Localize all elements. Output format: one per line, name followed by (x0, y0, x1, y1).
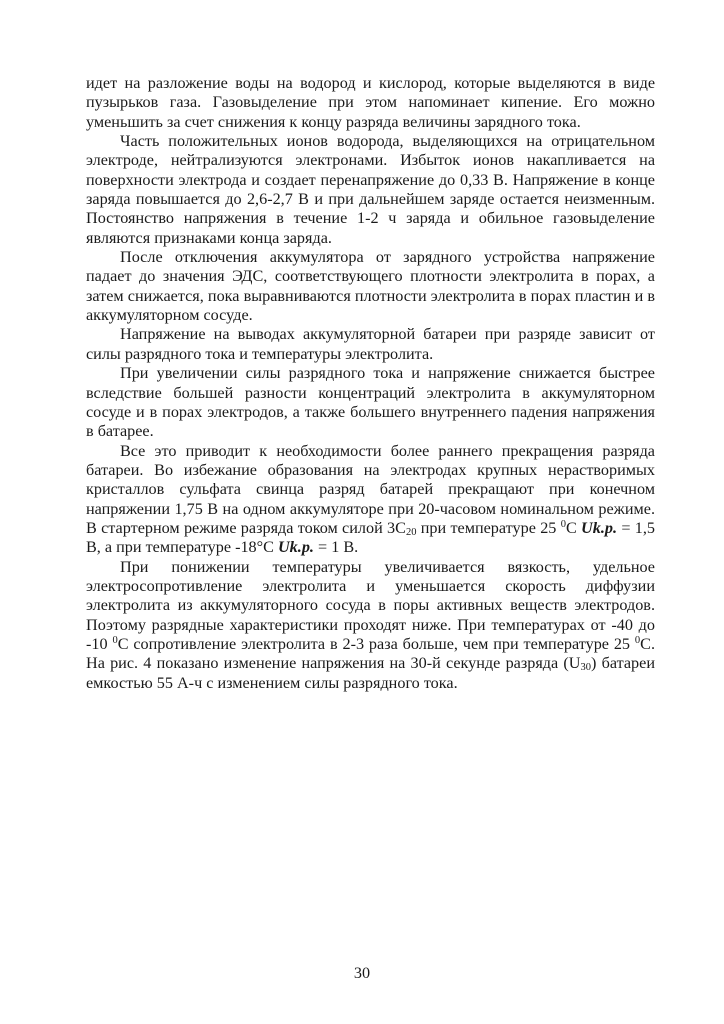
text-run: С. На рис. 4 показано изменение напряжения на 30-й секунде разряда (U (86, 634, 656, 673)
superscript: 0 (560, 518, 566, 530)
paragraph-6 (86, 442, 655, 558)
paragraph-7 (86, 558, 655, 693)
text-run: При понижении температуры увеличивается вязкость, удельное электросопротивление электролита и уменьшается скорость диффузии электролита из аккумуляторного сосуда в поры активных веществ электродов. Поэтому разрядные характеристики проходят ниже. При температурах от -40 до -10 (86, 557, 655, 653)
voltage-symbol: Uk.p. (581, 518, 618, 537)
text-run: С (565, 518, 582, 537)
superscript: 0 (634, 634, 641, 646)
subscript: 20 (405, 526, 417, 538)
page-number: 30 (353, 964, 371, 982)
text-run: ) батареи емкостью 55 А-ч с изменением силы разрядного тока. (86, 654, 655, 692)
superscript: 0 (112, 634, 118, 646)
text-run: при температуре 25 (416, 518, 561, 537)
paragraph-1: идет на разложение воды на водород и кислород, которые выделяются в виде пузырьков газа. Газовыделение при этом напоминает кипение. Его можно уменьшить за счет снижения к концу разряда величины зарядного тока. (86, 74, 655, 131)
paragraph-2: Часть положительных ионов водорода, выделяющихся на отрицательном электроде, нейтрализуются электронами. Избыток ионов накапливается на поверхности электрода и создает перенапряжение до 0,33 В. Напряжение в конце заряда повышается до 2,6-2,7 В и при дальнейшем заряде остается неизменным. Постоянство напряжения в течение 1-2 ч заряда и обильное газовыделение являются признаками конца заряда. (86, 132, 655, 247)
page-body (86, 74, 655, 693)
text-run: Все это приводит к необходимости более раннего прекращения разряда батареи. Во избежание образования на электродах крупных нерастворимых кристаллов сульфата свинца разряд батарей прекращают при конечном напряжении 1,75 В на одном аккумуляторе при 20-часовом номинальном режиме. В стартерном режиме разряда током силой 3С (86, 441, 655, 537)
subscript: 30 (580, 662, 591, 674)
text-run: = 1 В. (313, 538, 359, 557)
paragraph-3: После отключения аккумулятора от зарядного устройства напряжение падает до значения ЭДС, соответствующего плотности электролита в порах, а затем снижается, пока выравниваются плотности электролита в порах пластин и в аккумуляторном сосуде. (86, 248, 655, 325)
text-run: С сопротивление электролита в 2-3 раза больше, чем при температуре 25 (117, 634, 635, 653)
text-run: = 1,5 В, а при температуре -18°С (86, 518, 655, 557)
voltage-symbol: Uk.p. (277, 538, 314, 557)
paragraph-4: Напряжение на выводах аккумуляторной батареи при разряде зависит от силы разрядного тока и температуры электролита. (86, 325, 655, 363)
paragraph-5: При увеличении силы разрядного тока и напряжение снижается быстрее вследствие большей разности концентраций электролита в аккумуляторном сосуде и в порах электродов, а также большего внутреннего падения напряжения в батарее. (86, 364, 655, 441)
